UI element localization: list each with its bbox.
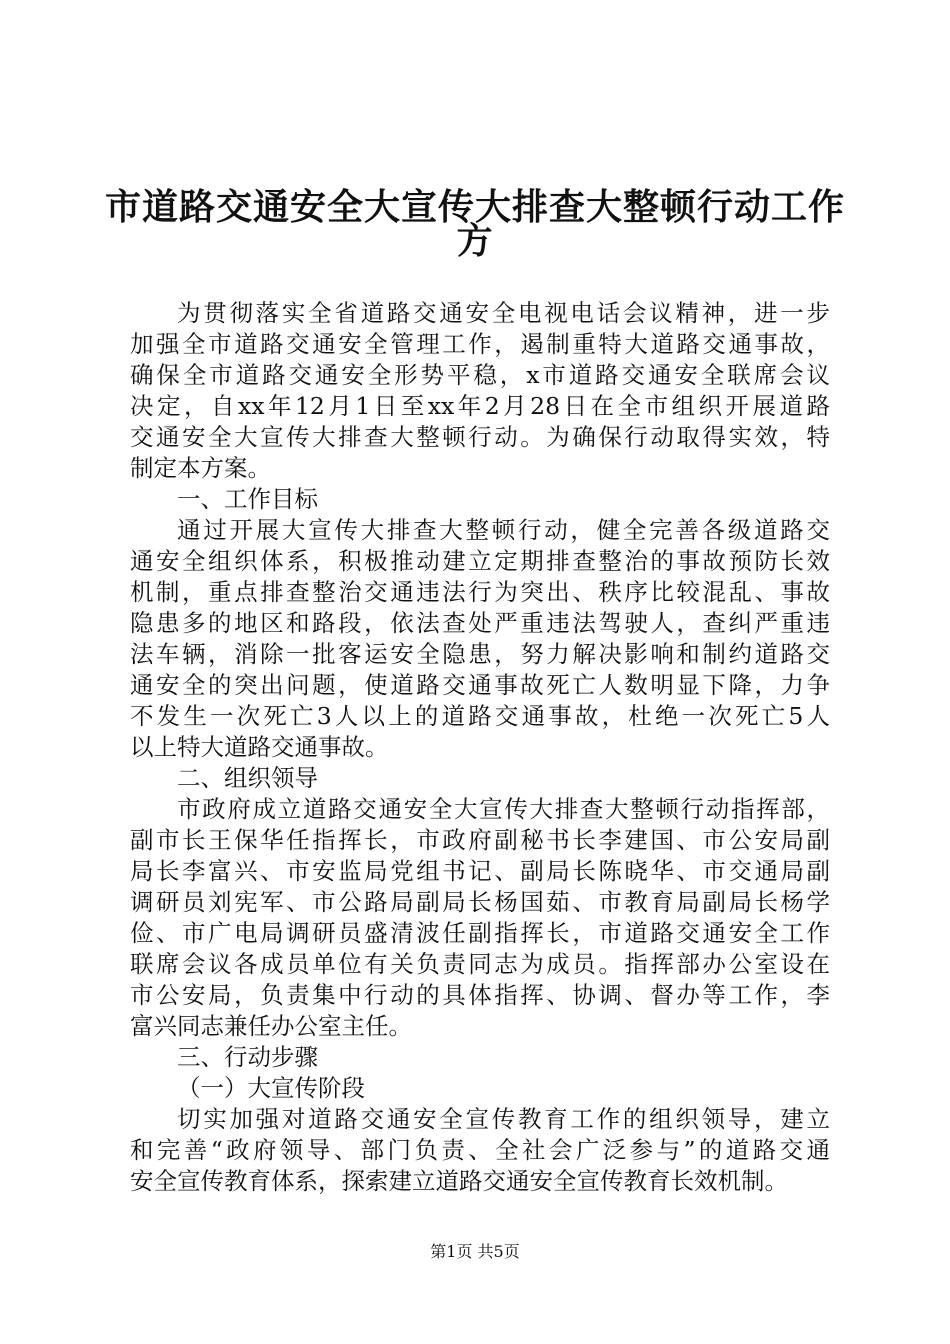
section-heading: 三、行动步骤 (177, 1043, 318, 1071)
section-heading: 二、组织领导 (177, 764, 318, 792)
paragraph-line: 加强全市道路交通安全管理工作，遏制重特大道路交通事故， (130, 330, 830, 358)
paragraph-line: 联席会议各成员单位有关负责同志为成员。指挥部办公室设在 (130, 950, 830, 978)
paragraph-line: 局长李富兴、市安监局党组书记、副局长陈晓华、市交通局副 (130, 857, 830, 885)
paragraph-line: 隐患多的地区和路段，依法查处严重违法驾驶人，查纠严重违 (130, 609, 830, 637)
paragraph-line: 调研员刘宪军、市公路局副局长杨国茹、市教育局副局长杨学 (130, 888, 830, 916)
document-title-line-2: 方 (456, 221, 494, 262)
paragraph-line: 机制，重点排查整治交通违法行为突出、秩序比较混乱、事故 (130, 578, 830, 606)
document-body (130, 298, 830, 1197)
paragraph-line: 确保全市道路交通安全形势平稳，x市道路交通安全联席会议 (130, 361, 830, 389)
paragraph-line: 不发生一次死亡3人以上的道路交通事故，杜绝一次死亡5人 (130, 702, 830, 730)
paragraph-line: 富兴同志兼任办公室主任。 (130, 1012, 412, 1040)
paragraph-line: 交通安全大宣传大排查大整顿行动。为确保行动取得实效，特 (130, 423, 830, 451)
paragraph-line: 法车辆，消除一批客运安全隐患，努力解决影响和制约道路交 (130, 640, 830, 668)
paragraph-line: 决定，自xx年12月1日至xx年2月28日在全市组织开展道路 (130, 392, 830, 420)
paragraph-line: 副市长王保华任指挥长，市政府副秘书长李建国、市公安局副 (130, 826, 830, 854)
paragraph-line: 通安全组织体系，积极推动建立定期排查整治的事故预防长效 (130, 547, 830, 575)
paragraph-line: 和完善“政府领导、部门负责、全社会广泛参与”的道路交通 (130, 1136, 830, 1164)
paragraph-line: 市政府成立道路交通安全大宣传大排查大整顿行动指挥部， (177, 795, 830, 823)
section-heading: （一）大宣传阶段 (177, 1074, 365, 1102)
paragraph-line: 俭、市广电局调研员盛清波任副指挥长，市道路交通安全工作 (130, 919, 830, 947)
paragraph-line: 通过开展大宣传大排查大整顿行动，健全完善各级道路交 (177, 516, 830, 544)
paragraph-line: 为贯彻落实全省道路交通安全电视电话会议精神，进一步 (177, 299, 830, 327)
paragraph-line: 通安全的突出问题，使道路交通事故死亡人数明显下降，力争 (130, 671, 830, 699)
paragraph-line: 制定本方案。 (130, 454, 271, 482)
document-title-line-1: 市道路交通安全大宣传大排查大整顿行动工作 (104, 187, 845, 228)
paragraph-line: 安全宣传教育体系，探索建立道路交通安全宣传教育长效机制。 (130, 1167, 788, 1195)
paragraph-line: 以上特大道路交通事故。 (130, 733, 389, 761)
paragraph-line: 市公安局，负责集中行动的具体指挥、协调、督办等工作，李 (130, 981, 830, 1009)
paragraph-line: 切实加强对道路交通安全宣传教育工作的组织领导，建立 (177, 1105, 830, 1133)
section-heading: 一、工作目标 (177, 485, 318, 513)
page-footer: 第1页 共5页 (430, 1242, 520, 1261)
